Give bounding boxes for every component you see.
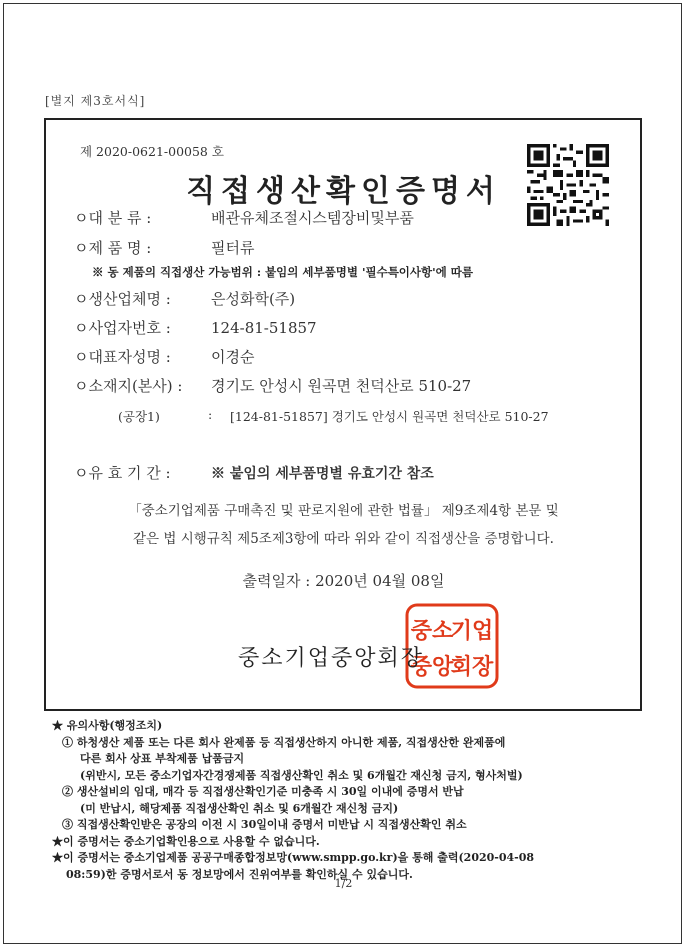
factory-row <box>118 407 549 425</box>
field-validity <box>74 462 434 483</box>
note-item: (위반시, 모든 중소기업자간경쟁제품 직접생산확인 취소 및 6개월간 재신청 금지, 형사처벌) <box>80 768 523 782</box>
field-address <box>74 375 471 396</box>
field-representative <box>74 346 254 367</box>
factory-label: (공장1) <box>118 409 160 424</box>
field-business-number <box>74 317 317 338</box>
law-text-line-1: 「중소기업제품 구매촉진 및 판로지원에 관한 법률」 제9조제4항 본문 및 <box>128 503 559 519</box>
factory-value: [124-81-51857] 경기도 안성시 원곡면 천덕산로 510-27 <box>230 409 549 424</box>
field-product-label: ㅇ제 품 명 : <box>74 239 152 257</box>
note-item: ② 생산설비의 임대, 매각 등 직접생산확인기준 미충족 시 30일 이내에 증명서 반납 <box>62 785 464 798</box>
page-title: 직접생산확인증명서 <box>186 174 501 209</box>
seal-text-1: 중소 <box>410 619 454 644</box>
note-item: ③ 직접생산확인받은 공장의 이전 시 30일이내 증명서 미반납 시 직접생산확인 취소 <box>62 818 467 831</box>
note-heading: ★ 유의사항(행정조치) <box>52 719 163 732</box>
note-item: (미 반납시, 해당제품 직접생산확인 취소 및 6개월간 재신청 금지) <box>80 801 399 815</box>
field-validity-label: ㅇ유 효 기 간 : <box>74 464 171 482</box>
field-category <box>74 207 414 228</box>
notes-section <box>52 718 534 883</box>
seal-text-3: 중앙 <box>410 655 454 680</box>
print-date: 출력일자 : 2020년 04월 08일 <box>242 572 445 590</box>
field-validity-value: ※ 붙임의 세부품명별 유효기간 참조 <box>211 466 434 482</box>
note-item: ★이 증명서는 중소기업제품 공공구매종합정보망(www.smpp.go.kr)을 통해 출력(2020-04-08 <box>52 851 535 864</box>
qr-code-icon <box>527 144 609 226</box>
seal-text-2: 기업 <box>450 619 494 644</box>
note-item: ① 하청생산 제품 또는 다른 회사 완제품 등 직접생산하지 아니한 제품, 직접생산한 완제품에 <box>62 735 506 749</box>
page-number: 1/2 <box>334 877 353 890</box>
field-company-label: ㅇ생산업체명 : <box>74 290 171 308</box>
seal-text-4: 회장 <box>450 655 494 680</box>
field-category-value: 배관유체조절시스템장비및부품 <box>211 209 414 227</box>
field-category-label: ㅇ대 분 류 : <box>74 209 152 227</box>
law-text-line-2: 같은 법 시행규칙 제5조제3항에 따라 위와 같이 직접생산을 증명합니다. <box>133 531 554 547</box>
field-address-label: ㅇ소재지(본사) : <box>74 377 183 395</box>
field-representative-value: 이경순 <box>211 348 255 366</box>
issuer-name: 중소기업중앙회장 <box>238 646 425 671</box>
scope-note: ※ 동 제품의 직접생산 가능범위 : 붙임의 세부품명별 '필수특이사항'에 따름 <box>92 265 473 279</box>
field-product <box>74 237 254 258</box>
field-company-value: 은성화학(주) <box>211 290 296 308</box>
field-representative-label: ㅇ대표자성명 : <box>74 348 171 366</box>
field-address-value: 경기도 안성시 원곡면 천덕산로 510-27 <box>211 377 472 395</box>
note-item: ★이 증명서는 중소기업확인용으로 사용할 수 없습니다. <box>52 834 320 848</box>
field-product-value: 필터류 <box>211 239 255 257</box>
note-item: 다른 회사 상표 부착제품 납품금지 <box>80 752 245 765</box>
factory-colon: : <box>208 407 213 422</box>
field-business-number-label: ㅇ사업자번호 : <box>74 319 171 337</box>
certificate-number: 제 2020-0621-00058 호 <box>80 144 224 159</box>
form-label: [별지 제3호서식] <box>45 94 146 108</box>
field-company <box>74 288 295 309</box>
field-business-number-value: 124-81-51857 <box>211 319 317 337</box>
note-item: 08:59)한 증명서로서 동 정보망에서 진위여부를 확인하실 수 있습니다. <box>66 867 413 881</box>
